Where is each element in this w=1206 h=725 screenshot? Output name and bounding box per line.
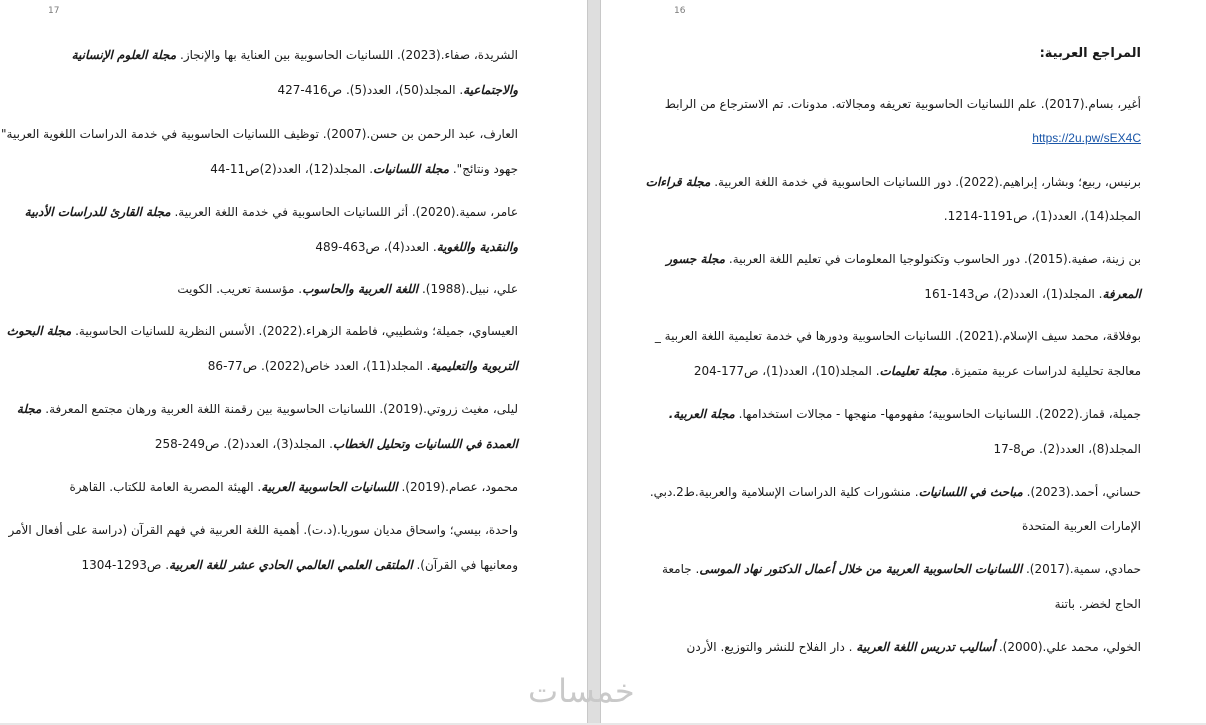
reference-line <box>686 637 1141 657</box>
reference-line <box>668 404 1141 424</box>
reference-text: واحدة، بيسي؛ واسحاق مديان سوريا.(د.ت). أهمية اللغة العربية في فهم القرآن (دراسة على أفعال الأمر <box>8 523 518 537</box>
reference-line <box>8 520 518 540</box>
reference-line <box>645 172 1141 192</box>
page-number: 16 <box>674 6 686 16</box>
reference-line <box>1 124 518 144</box>
document-page-left <box>0 0 587 725</box>
reference-text: العارف، عبد الرحمن بن حسن.(2007). توظيف اللسانيات الحاسوبية في خدمة الدراسات اللغوية العربية" <box>1 127 518 141</box>
reference-line <box>719 206 1141 226</box>
reference-line <box>58 45 518 65</box>
reference-title: والنقدية واللغوية <box>436 240 518 254</box>
reference-text: الخولي، محمد علي.(2000). <box>995 640 1141 654</box>
reference-line <box>6 321 518 341</box>
reference-title: الملتقى العلمي العالمي الحادي عشر للغة العربية <box>169 558 413 572</box>
reference-line <box>719 284 1141 304</box>
reference-line <box>58 237 518 257</box>
reference-text: حمادي، سمية.(2017). <box>1022 562 1141 576</box>
reference-title: مباحث في اللسانيات <box>918 485 1023 499</box>
reference-text: علي، نبيل.(1988). <box>418 282 518 296</box>
reference-text: . مؤسسة تعريب. الكويت <box>177 282 303 296</box>
reference-text: أغير، بسام.(2017). علم اللسانيات الحاسوبية تعريفه ومجالاته. مدونات. تم الاسترجاع من الرابط <box>664 97 1141 111</box>
reference-line <box>58 555 518 575</box>
reference-title: والاجتماعية <box>463 83 518 97</box>
reference-line <box>24 202 518 222</box>
reference-title: العمدة في اللسانيات وتحليل الخطاب <box>332 437 518 451</box>
reference-line <box>664 94 1141 114</box>
reference-title: اللغة العربية والحاسوب <box>302 282 419 296</box>
reference-text: . المجلد(1)، العدد(2)، ص143-161 <box>924 287 1103 301</box>
reference-line <box>719 439 1141 459</box>
reference-line <box>58 279 518 299</box>
reference-text: محمود، عصام.(2019). <box>397 480 518 494</box>
reference-text: المجلد(8)، العدد(2). ص8-17 <box>993 442 1141 456</box>
reference-text: . جامعة <box>661 562 700 576</box>
reference-line <box>58 356 518 376</box>
reference-text: المجلد(14)، العدد(1)، ص1191-1214. <box>943 209 1141 223</box>
reference-text: . المجلد(3)، العدد(2). ص249-258 <box>154 437 333 451</box>
reference-line <box>58 159 518 179</box>
reference-text: برنيس، ربيع؛ وبشار، إبراهيم.(2022). دور اللسانيات الحاسوبية في خدمة اللغة العربية. <box>710 175 1141 189</box>
references-heading: المراجع العربية: <box>1039 46 1141 61</box>
reference-text: . دار الفلاح للنشر والتوزيع. الأردن <box>686 640 857 654</box>
reference-text: . العدد(4)، ص463-489 <box>315 240 437 254</box>
reference-title: التربوية والتعليمية <box>430 359 518 373</box>
reference-title: مجلة جسور <box>666 252 726 266</box>
reference-title: مجلة القارئ للدراسات الأدبية <box>24 205 171 219</box>
reference-line <box>16 399 518 419</box>
reference-text: العيساوي، جميلة؛ وشطيبي، فاطمة الزهراء.(2022). الأسس النظرية للسانيات الحاسوبية. <box>71 324 518 338</box>
reference-text: حساني، أحمد.(2023). <box>1022 485 1141 499</box>
reference-title: المعرفة <box>1102 287 1141 301</box>
reference-title: مجلة تعليمات <box>879 364 947 378</box>
reference-line <box>661 559 1141 579</box>
reference-text: . الهيئة المصرية العامة للكتاب. القاهرة <box>69 480 262 494</box>
reference-text: الإمارات العربية المتحدة <box>1022 519 1141 533</box>
reference-line <box>719 594 1141 614</box>
reference-line <box>719 516 1141 536</box>
watermark: خمسات <box>528 672 635 710</box>
reference-link[interactable]: https://2u.pw/sEX4C <box>1032 131 1141 145</box>
reference-line <box>654 326 1141 346</box>
reference-title: اللسانيات الحاسوبية العربية <box>261 480 398 494</box>
reference-text: ومعانيها في القرآن). <box>412 558 518 572</box>
reference-line <box>719 128 1141 148</box>
page-gutter <box>587 0 601 725</box>
reference-text: عامر، سمية.(2020). أثر اللسانيات الحاسوبية في خدمة اللغة العربية. <box>170 205 518 219</box>
reference-text: بوفلاقة، محمد سيف الإسلام.(2021). اللسانيات الحاسوبية ودورها في خدمة تعليمية اللغة العربية _ <box>654 329 1141 343</box>
reference-title: مجلة العربية. <box>668 407 735 421</box>
page-number: 17 <box>48 6 60 16</box>
reference-text: . المجلد(12)، العدد(2)ص11-44 <box>210 162 374 176</box>
reference-text: الحاج لخضر. باتنة <box>1054 597 1141 611</box>
reference-line <box>58 477 518 497</box>
reference-title: مجلة البحوث <box>6 324 72 338</box>
document-page-right <box>601 0 1206 725</box>
reference-text: . المجلد(11)، العدد خاص(2022). ص77-86 <box>207 359 431 373</box>
reference-text: معالجة تحليلية لدراسات عربية متميزة. <box>946 364 1141 378</box>
reference-line <box>666 249 1141 269</box>
reference-text: ليلى، مغيث زروتي.(2019). اللسانيات الحاسوبية بين رقمنة اللغة العربية ورهان مجتمع المعرفة. <box>41 402 518 416</box>
reference-line <box>58 80 518 100</box>
reference-text: جميلة، قماز.(2022). اللسانيات الحاسوبية؛ مفهومها- منهجها - مجالات استخدامها. <box>734 407 1141 421</box>
reference-title: مجلة العلوم الإنسانية <box>71 48 177 62</box>
reference-text: الشريدة، صفاء.(2023). اللسانيات الحاسوبية بين العناية بها والإنجاز. <box>176 48 518 62</box>
reference-line <box>693 361 1141 381</box>
reference-title: مجلة <box>16 402 42 416</box>
reference-text: . ص1293-1304 <box>81 558 170 572</box>
reference-text: . المجلد(10)، العدد(1)، ص177-204 <box>693 364 880 378</box>
reference-title: مجلة اللسانيات <box>373 162 450 176</box>
reference-title: اللسانيات الحاسوبية العربية من خلال أعمال الدكتور نهاد الموسى <box>699 562 1023 576</box>
reference-line <box>649 482 1141 502</box>
reference-text: جهود ونتائج". <box>449 162 518 176</box>
reference-text: . المجلد(50)، العدد(5). ص416-427 <box>277 83 464 97</box>
reference-title: أساليب تدريس اللغة العربية <box>856 640 995 654</box>
reference-title: مجلة قراءات <box>645 175 711 189</box>
reference-text: . منشورات كلية الدراسات الإسلامية والعربية.ط2.دبي. <box>649 485 919 499</box>
reference-text: بن زينة، صفية.(2015). دور الحاسوب وتكنولوجيا المعلومات في تعليم اللغة العربية. <box>725 252 1141 266</box>
reference-line <box>58 434 518 454</box>
